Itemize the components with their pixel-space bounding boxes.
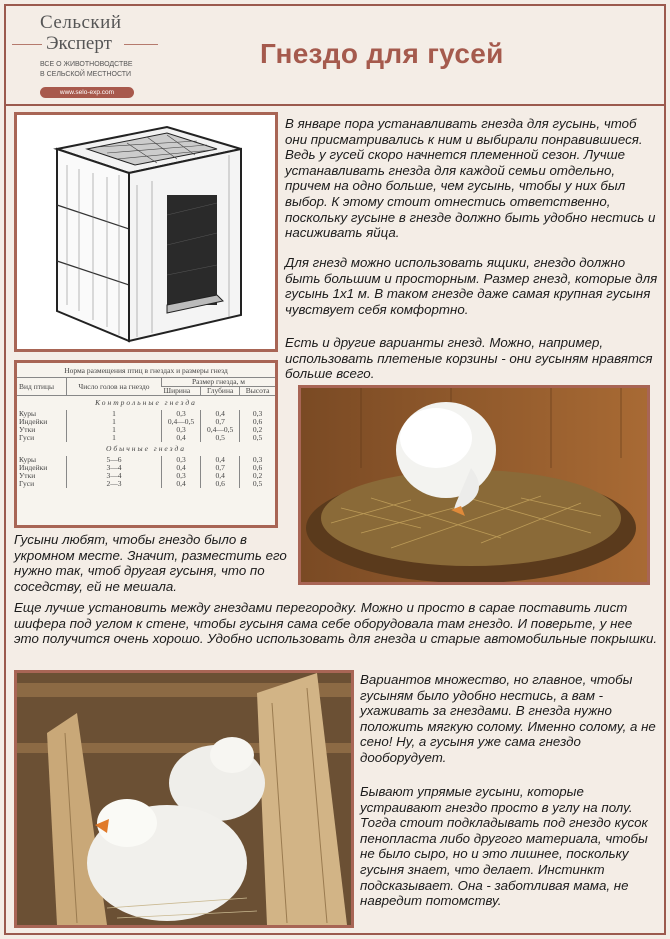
paragraph-5: Еще лучше установить между гнездами перегородку. Можно и просто в сарае поставить лист шифера под углом к стене, чтобы гусыня сама себе оборудовала там гнездо. И поверьте, у нее это получится очень хорошо. Удобно использовать для гнезда и старые автомобильные покрышки. xyxy=(14,600,658,647)
col-count: Число голов на гнездо xyxy=(66,378,161,396)
col-height: Высота xyxy=(240,387,275,396)
logo-rule-left xyxy=(12,44,42,45)
box-nest-illustration xyxy=(14,112,278,352)
logo-rule-right xyxy=(124,44,158,45)
table-row: Утки 1 0,3 0,4—0,5 0,2 xyxy=(17,426,275,434)
paragraph-3: Есть и другие варианты гнезд. Можно, например, использовать плетеные корзины - они гусыням нравятся больше всего. xyxy=(285,335,653,382)
header xyxy=(0,0,670,104)
table-row: Куры 5—6 0,3 0,4 0,3 xyxy=(17,456,275,464)
table-row: Индейки 3—4 0,4 0,7 0,6 xyxy=(17,464,275,472)
paragraph-1: В январе пора устанавливать гнезда для гусынь, чтоб они присматривались к ним и выбирали понравившиеся. Ведь у гусей скоро начнется племенной сезон. Лучше устанавливать гнезда для каждой семьи отдельно, причем на одно больше, чем гусынь, чтобы у них был выбор. К этому стоит отнестись ответственно, поскольку гусыне в гнезде должно быть удобно нестись и насиживать яйца. xyxy=(285,116,656,241)
col-bird: Вид птицы xyxy=(17,378,66,396)
logo-line1: Сельский xyxy=(40,12,122,33)
table-row: Индейки 1 0,4—0,5 0,7 0,6 xyxy=(17,418,275,426)
logo-line2: Эксперт xyxy=(46,33,112,54)
box-nest-drawing xyxy=(17,115,275,349)
goose-basket-drawing xyxy=(301,388,647,582)
header-divider xyxy=(4,104,666,106)
paragraph-6: Вариантов множество, но главное, чтобы гусыням было удобно нестись, а вам - ухаживать за гнездами. В гнезда нужно положить мягкую солому. Именно солому, а не сено! Ну, а гусыня уже сама гнездо дооборудует. xyxy=(360,672,656,765)
logo-tagline: ВСЕ О ЖИВОТНОВОДСТВЕ В СЕЛЬСКОЙ МЕСТНОСТИ xyxy=(40,61,133,78)
paragraph-4: Гусыни любят, чтобы гнездо было в укромном месте. Значит, разместить его нужно так, чтоб другая гусыня, что по соседству, ей не мешала. xyxy=(14,532,287,594)
page-title: Гнездо для гусей xyxy=(260,38,504,69)
table-row: Гуси 2—3 0,4 0,6 0,5 xyxy=(17,480,275,488)
logo xyxy=(12,10,158,102)
goose-basket-photo xyxy=(298,385,650,585)
table-row: Гуси 1 0,4 0,5 0,5 xyxy=(17,434,275,442)
table xyxy=(17,378,275,488)
section-ordinary: Обычные гнезда xyxy=(105,444,187,453)
section-control: Контрольные гнезда xyxy=(95,398,197,407)
table-caption: Норма размещения птиц в гнездах и размеры гнезд xyxy=(17,363,275,378)
paragraph-7: Бывают упрямые гусыни, которые устраивают гнездо просто в углу на полу. Тогда стоит подкладывать под гнездо кусок пенопласта либо другого материала, чтобы не было сыро, но и это лишнее, поскольку гусыня знает, что делает. Инстинкт подсказывает. Она - заботливая мама, не навредит потомству. xyxy=(360,784,648,909)
col-size-group: Размер гнезда, м xyxy=(162,378,275,387)
paragraph-2: Для гнезд можно использовать ящики, гнездо должно быть большим и просторным. Размер гнезд, которые для гусынь 1х1 м. В таком гнезде даже самая крупная гусыня чувствует себя комфортно. xyxy=(285,255,658,317)
col-depth: Глубина xyxy=(201,387,240,396)
table-row: Куры 1 0,3 0,4 0,3 xyxy=(17,410,275,418)
nest-size-table xyxy=(14,360,278,528)
table-row: Утки 3—4 0,3 0,4 0,2 xyxy=(17,472,275,480)
col-width: Ширина xyxy=(162,387,201,396)
logo-url[interactable]: www.selo-exp.com xyxy=(40,87,134,98)
geese-wooden-nest-drawing xyxy=(17,673,351,925)
geese-wooden-nest-photo xyxy=(14,670,354,928)
